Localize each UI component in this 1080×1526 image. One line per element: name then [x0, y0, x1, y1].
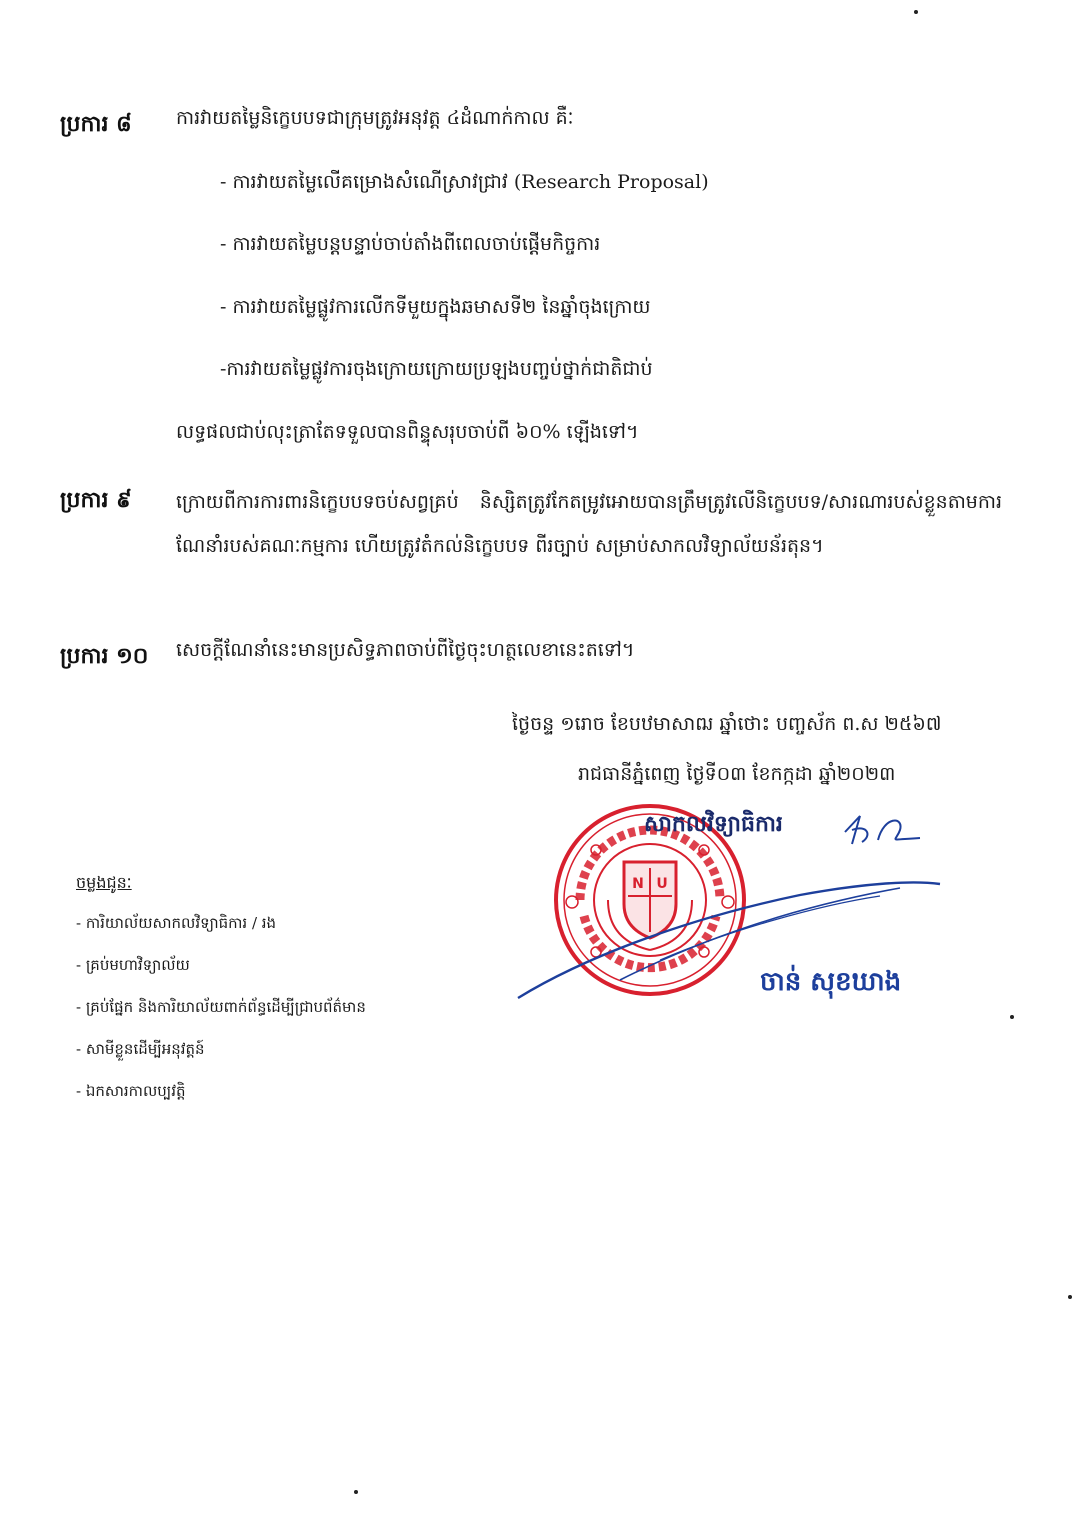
article-9-text: ក្រោយពីការការពារនិក្ខេបបទចប់សព្វគ្រប់ និស្សិតត្រូវកែតម្រូវអោយបានត្រឹមត្រូវលើនិក្ខេបបទ/សារណារបស់ខ្លួនតាមការណែនាំរបស់គណៈកម្មការ ហើយត្រូវតំកល់និក្ខេបបទ ពីរច្បាប់ សម្រាប់សាកលវិទ្យាល័យន័រតុន។: [176, 491, 1002, 557]
article-8-bullet-4: -ការវាយតម្លៃផ្លូវការចុងក្រោយក្រោយប្រឡងបញ្ចប់ថ្នាក់ជាតិជាប់: [220, 358, 653, 380]
cc-item: - គ្រប់ផ្នែក និងការិយាល័យពាក់ព័ន្ធដើម្បីជ្រាបព័ត៌មាន: [76, 998, 366, 1016]
seal-shield-letter-u: U: [656, 876, 668, 892]
article-9-label: ប្រការ ៩: [60, 488, 132, 513]
cc-item: - សាមីខ្លួនដើម្បីអនុវត្តន៍: [76, 1040, 205, 1058]
article-8-bullet-1: - ការវាយតម្លៃលើគម្រោងសំណើស្រាវជ្រាវ (Research Proposal): [220, 171, 709, 193]
signer-name: ចាន់ សុខឃាង: [760, 967, 902, 997]
article-10-text: សេចក្តីណែនាំនេះមានប្រសិទ្ធភាពចាប់ពីថ្ងៃចុះហត្ថលេខានេះតទៅ។: [176, 639, 635, 661]
scan-speck: [1068, 1295, 1072, 1299]
seal-shield-letter-n: N: [632, 876, 644, 892]
cc-item: - ឯកសារកាលប្បវត្តិ: [76, 1082, 186, 1100]
date-lunar: ថ្ងៃចន្ទ ១រោច ខែបឋមាសាឍ ឆ្នាំថោះ បញ្ចស័ក ព.ស ២៥៦៧: [512, 713, 942, 735]
cc-item: - គ្រប់មហាវិទ្យាល័យ: [76, 956, 190, 974]
article-8-intro: ការវាយតម្លៃនិក្ខេបបទជាក្រុមត្រូវអនុវត្ត ៤ដំណាក់កាល គឺៈ: [176, 107, 574, 129]
signer-title: សាកលវិទ្យាធិការ: [644, 812, 783, 837]
scan-speck: [1010, 1015, 1014, 1019]
article-8-label: ប្រការ ៨: [60, 112, 132, 137]
cc-item: - ការិយាល័យសាកលវិទ្យាធិការ / រង: [76, 914, 277, 932]
date-solar: រាជធានីភ្នំពេញ ថ្ងៃទី០៣ ខែកក្កដា ឆ្នាំ២០២៣: [578, 763, 896, 785]
article-8-conclusion: លទ្ធផលជាប់លុះត្រាតែទទួលបានពិន្ទុសរុបចាប់ពី ៦០% ឡើងទៅ។: [176, 421, 639, 443]
article-8-bullet-3: - ការវាយតម្លៃផ្លូវការលើកទីមួយក្នុងឆមាសទី២ នៃឆ្នាំចុងក្រោយ: [220, 296, 651, 318]
article-10-label: ប្រការ ១០: [60, 644, 149, 669]
article-8-bullet-2: - ការវាយតម្លៃបន្តបន្ទាប់ចាប់តាំងពីពេលចាប់ផ្តើមកិច្ចការ: [220, 233, 601, 255]
scan-speck: [354, 1490, 358, 1494]
cc-title: ចម្លងជូនៈ: [76, 873, 132, 892]
scan-speck: [914, 10, 918, 14]
